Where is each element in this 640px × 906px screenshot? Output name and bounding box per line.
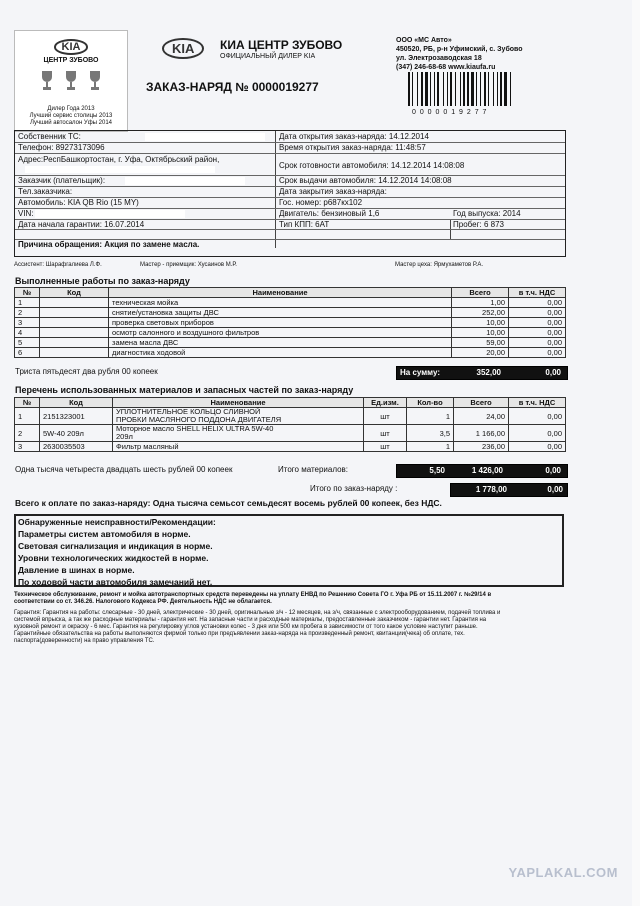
cell-number: 3: [15, 318, 40, 328]
reception-master-field: Мастер - приемщик: Хусаинов М.Р.: [140, 262, 237, 268]
vin-label: VIN:: [18, 209, 34, 218]
parts-col-unit: Ед.изм.: [364, 398, 407, 408]
open-time-field: Время открытия заказ-наряда: 11:48:57: [279, 143, 426, 152]
parts-col-vat: в т.ч. НДС: [509, 398, 566, 408]
car-field: Автомобиль: KIA QB Rio (15 MY): [18, 198, 139, 207]
works-sum-label: На сумму:: [400, 368, 440, 377]
cell-total: 1,00: [452, 298, 509, 308]
cell-number: 5: [15, 338, 40, 348]
cell-vat: 0,00: [509, 348, 566, 358]
redaction-address: [25, 166, 215, 173]
warranty-note-3: кузовной ремонт и окраску - 6 мес. Гарантия на регулировку углов установки колес - 3 дня или 500 км пробега в зависимости от того какое условие наступит раньше.: [14, 624, 478, 630]
address-field: Адрес:РеспБашкортостан, г. Уфа, Октябрьский район,: [18, 155, 220, 164]
works-sum-vat: 0,00: [545, 368, 561, 377]
cell-vat: 0,00: [509, 308, 566, 318]
warranty-note-5: паспорта(доверенности) на право управления ТС.: [14, 638, 155, 644]
table-row: [15, 425, 566, 442]
works-col-code: Код: [40, 288, 109, 298]
cell-unit: шт: [364, 442, 407, 452]
tax-note-1: Техническое обслуживание, ремонт и мойка автотранспортных средств переведены на уплату ЕНВД по Решению Совета ГО г. Уфа РБ от 15.11.2007 г. №29/14 в: [14, 592, 492, 598]
open-date-field: Дата открытия заказ-наряда: 14.12.2014: [279, 132, 429, 141]
cell-total: 59,00: [452, 338, 509, 348]
works-col-total: Всего: [452, 288, 509, 298]
info-divider: [275, 131, 276, 248]
owner-label: Собственник ТС:: [18, 132, 81, 141]
parts-sum-box: [396, 464, 568, 478]
cell-vat: 0,00: [509, 318, 566, 328]
cell-code: [40, 338, 109, 348]
cell-code: [40, 298, 109, 308]
barcode-image: [406, 72, 566, 106]
barcode-number: 0 0 0 0 0 1 9 2 7 7: [412, 109, 488, 116]
cell-number: 1: [15, 298, 40, 308]
company-address-2: ул. Электрозаводская 18: [396, 55, 482, 62]
parts-sum-vat: 0,00: [545, 466, 561, 475]
customer-phone-label: Тел.заказчика:: [18, 187, 73, 196]
cell-name: замена масла ДВС: [109, 338, 452, 348]
cell-total: 24,00: [454, 408, 509, 425]
mileage-field: Пробег: 6 873: [453, 220, 504, 229]
redaction-owner: [145, 133, 265, 141]
payable-line: Всего к оплате по заказ-наряду: Одна тысяча семьсот семьдесят восемь рублей 00 копеек, без НДС.: [15, 498, 442, 508]
parts-section-title: Перечень использованных материалов и запасных частей по заказ-наряду: [15, 385, 354, 395]
table-row: [15, 338, 566, 348]
cell-code: [40, 348, 109, 358]
award-line-1: Дилер Года 2013: [47, 106, 95, 112]
cell-total: 236,00: [454, 442, 509, 452]
table-row: [15, 318, 566, 328]
table-row: [15, 308, 566, 318]
dealer-name: КИА ЦЕНТР ЗУБОВО: [220, 38, 343, 52]
award-line-2: Лучший сервис столицы 2013: [29, 113, 113, 119]
recommendation-item: Уровни технологических жидкостей в норме.: [18, 553, 209, 563]
works-col-number: №: [15, 288, 40, 298]
cell-code: 2151323001: [40, 408, 113, 425]
table-row: [15, 442, 566, 452]
parts-col-qty: Кол-во: [407, 398, 454, 408]
cell-number: 3: [15, 442, 40, 452]
plate-field: Гос. номер: р687кх102: [279, 198, 363, 207]
works-col-vat: в т.ч. НДС: [509, 288, 566, 298]
cell-vat: 0,00: [509, 408, 566, 425]
cell-total: 1 166,00: [454, 425, 509, 442]
cell-vat: 0,00: [509, 298, 566, 308]
dealer-award-badge: [14, 30, 128, 132]
cell-code: 5W-40 209л: [40, 425, 113, 442]
award-line-3: Лучший автосалон Уфы 2014: [29, 120, 113, 126]
company-address-1: 450520, РБ, р-н Уфимский, с. Зубово: [396, 46, 523, 53]
cell-code: [40, 308, 109, 318]
parts-col-name: Наименование: [113, 398, 364, 408]
cell-code: 2630035503: [40, 442, 113, 452]
parts-sum-label: Итого материалов:: [278, 465, 349, 474]
cell-name: Моторное масло SHELL HELIX ULTRA 5W-40 209л: [113, 425, 364, 442]
recommendation-item: Параметры систем автомобиля в норме.: [18, 529, 191, 539]
order-total-vat: 0,00: [547, 485, 563, 494]
parts-col-total: Всего: [454, 398, 509, 408]
reason-field: Причина обращения: Акция по замене масла.: [18, 240, 200, 249]
cell-name: проверка световых приборов: [109, 318, 452, 328]
parts-col-code: Код: [40, 398, 113, 408]
gearbox-field: Тип КПП: 6AT: [279, 220, 330, 229]
works-sum-words: Триста пятьдесят два рубля 00 копеек: [15, 367, 158, 376]
cell-number: 2: [15, 425, 40, 442]
cell-vat: 0,00: [509, 328, 566, 338]
cell-name: снятие/установка защиты ДВС: [109, 308, 452, 318]
recommendations-title: Обнаруженные неисправности/Рекомендации:: [18, 517, 216, 527]
cell-qty: 1: [407, 408, 454, 425]
badge-title: ЦЕНТР ЗУБОВО: [43, 57, 99, 64]
year-field: Год выпуска: 2014: [453, 209, 521, 218]
order-total-value: 1 778,00: [475, 485, 507, 494]
table-row: [15, 298, 566, 308]
order-total-box: [450, 483, 568, 497]
warranty-note-2: системой впрыска, а так же расходные материалы - гарантия нет. На запасные части и расходные материалы, предоставленные заказчиком - гарантии нет. Гарантия на: [14, 617, 487, 623]
dealer-subtitle: ОФИЦИАЛЬНЫЙ ДИЛЕР KIA: [220, 53, 316, 60]
recommendation-item: Световая сигнализация и индикация в норме.: [18, 541, 213, 551]
cell-vat: 0,00: [509, 425, 566, 442]
cell-number: 4: [15, 328, 40, 338]
works-header-row: [15, 288, 566, 298]
order-total-label: Итого по заказ-наряду :: [310, 484, 398, 493]
warranty-note-4: Гарантийные обязательства на работы выполняются фирмой только при предъявлении заказ-наряда на произведенный ремонт, квитанции(чека) об оплате, тех.: [14, 631, 465, 637]
issue-field: Срок выдачи автомобиля: 14.12.2014 14:08:08: [279, 176, 452, 185]
warranty-field: Дата начала гарантии: 16.07.2014: [18, 220, 145, 229]
info-grid: [14, 130, 566, 257]
company-name: ООО «МС Авто»: [396, 37, 452, 44]
cell-number: 1: [15, 408, 40, 425]
customer-label: Заказчик (плательщик):: [18, 176, 106, 185]
recommendation-item: По ходовой части автомобиля замечаний нет.: [18, 577, 213, 587]
works-sum-total: 352,00: [476, 368, 501, 377]
cell-unit: шт: [364, 408, 407, 425]
cell-name: диагностика ходовой: [109, 348, 452, 358]
phone-field: Телефон: 89273173096: [18, 143, 105, 152]
engine-field: Двигатель: бензиновый 1,6: [279, 209, 380, 218]
redaction-vin: [35, 210, 185, 218]
parts-sum-total: 1 426,00: [471, 466, 503, 475]
assistant-field: Ассистент: Шарафгалиева Л.Ф.: [14, 262, 102, 268]
parts-header-row: [15, 398, 566, 408]
order-title: ЗАКАЗ-НАРЯД № 0000019277: [146, 80, 319, 94]
cell-name: Фильтр масляный: [113, 442, 364, 452]
cell-unit: шт: [364, 425, 407, 442]
cell-vat: 0,00: [509, 442, 566, 452]
cell-total: 10,00: [452, 328, 509, 338]
table-row: [15, 328, 566, 338]
cell-total: 252,00: [452, 308, 509, 318]
company-contacts: (347) 246-68-68 www.kiaufa.ru: [396, 64, 496, 71]
page-edge: [632, 0, 640, 906]
watermark: YAPLAKAL.COM: [508, 865, 618, 880]
works-table: [14, 287, 566, 358]
parts-col-number: №: [15, 398, 40, 408]
recommendation-item: Давление в шинах в норме.: [18, 565, 135, 575]
workshop-master-field: Мастер цеха: Ярмухаметов Р.А.: [395, 262, 484, 268]
close-date-field: Дата закрытия заказ-наряда:: [279, 187, 387, 196]
table-row: [15, 408, 566, 425]
warranty-note-1: Гарантия: Гарантия на работы: слесарные - 30 дней, электрические - 30 дней, оригинальные з/ч - 12 месяцев, на з/ч, связанные с электрооборудованием, подачей топлива и: [14, 610, 501, 616]
tax-note-2: соответствии со ст. 346.26. Налогового Кодекса РФ. Деятельность НДС не облагается.: [14, 599, 272, 605]
cell-number: 6: [15, 348, 40, 358]
kia-logo-small: KIA: [54, 39, 89, 55]
trophies-icon: [15, 69, 127, 98]
redaction-customer: [125, 177, 245, 185]
cell-name: техническая мойка: [109, 298, 452, 308]
cell-code: [40, 318, 109, 328]
ready-field: Срок готовности автомобиля: 14.12.2014 14:08:08: [279, 161, 465, 170]
works-col-name: Наименование: [109, 288, 452, 298]
cell-number: 2: [15, 308, 40, 318]
kia-logo: KIA: [162, 38, 204, 59]
cell-qty: 3,5: [407, 425, 454, 442]
cell-total: 20,00: [452, 348, 509, 358]
cell-vat: 0,00: [509, 338, 566, 348]
parts-sum-words: Одна тысяча четыреста двадцать шесть рублей 00 копеек: [15, 465, 233, 474]
works-sum-box: [396, 366, 568, 380]
cell-total: 10,00: [452, 318, 509, 328]
cell-name: УПЛОТНИТЕЛЬНОЕ КОЛЬЦО СЛИВНОЙ ПРОБКИ МАСЛЯНОГО ПОДДОНА ДВИГАТЕЛЯ: [113, 408, 364, 425]
cell-qty: 1: [407, 442, 454, 452]
parts-sum-qty: 5,50: [429, 466, 445, 475]
parts-table: [14, 397, 566, 452]
table-row: [15, 348, 566, 358]
cell-name: осмотр салонного и воздушного фильтров: [109, 328, 452, 338]
works-section-title: Выполненные работы по заказ-наряду: [15, 276, 190, 286]
kia-center-logo: [162, 38, 204, 59]
cell-code: [40, 328, 109, 338]
recommendations-box: [14, 514, 564, 587]
